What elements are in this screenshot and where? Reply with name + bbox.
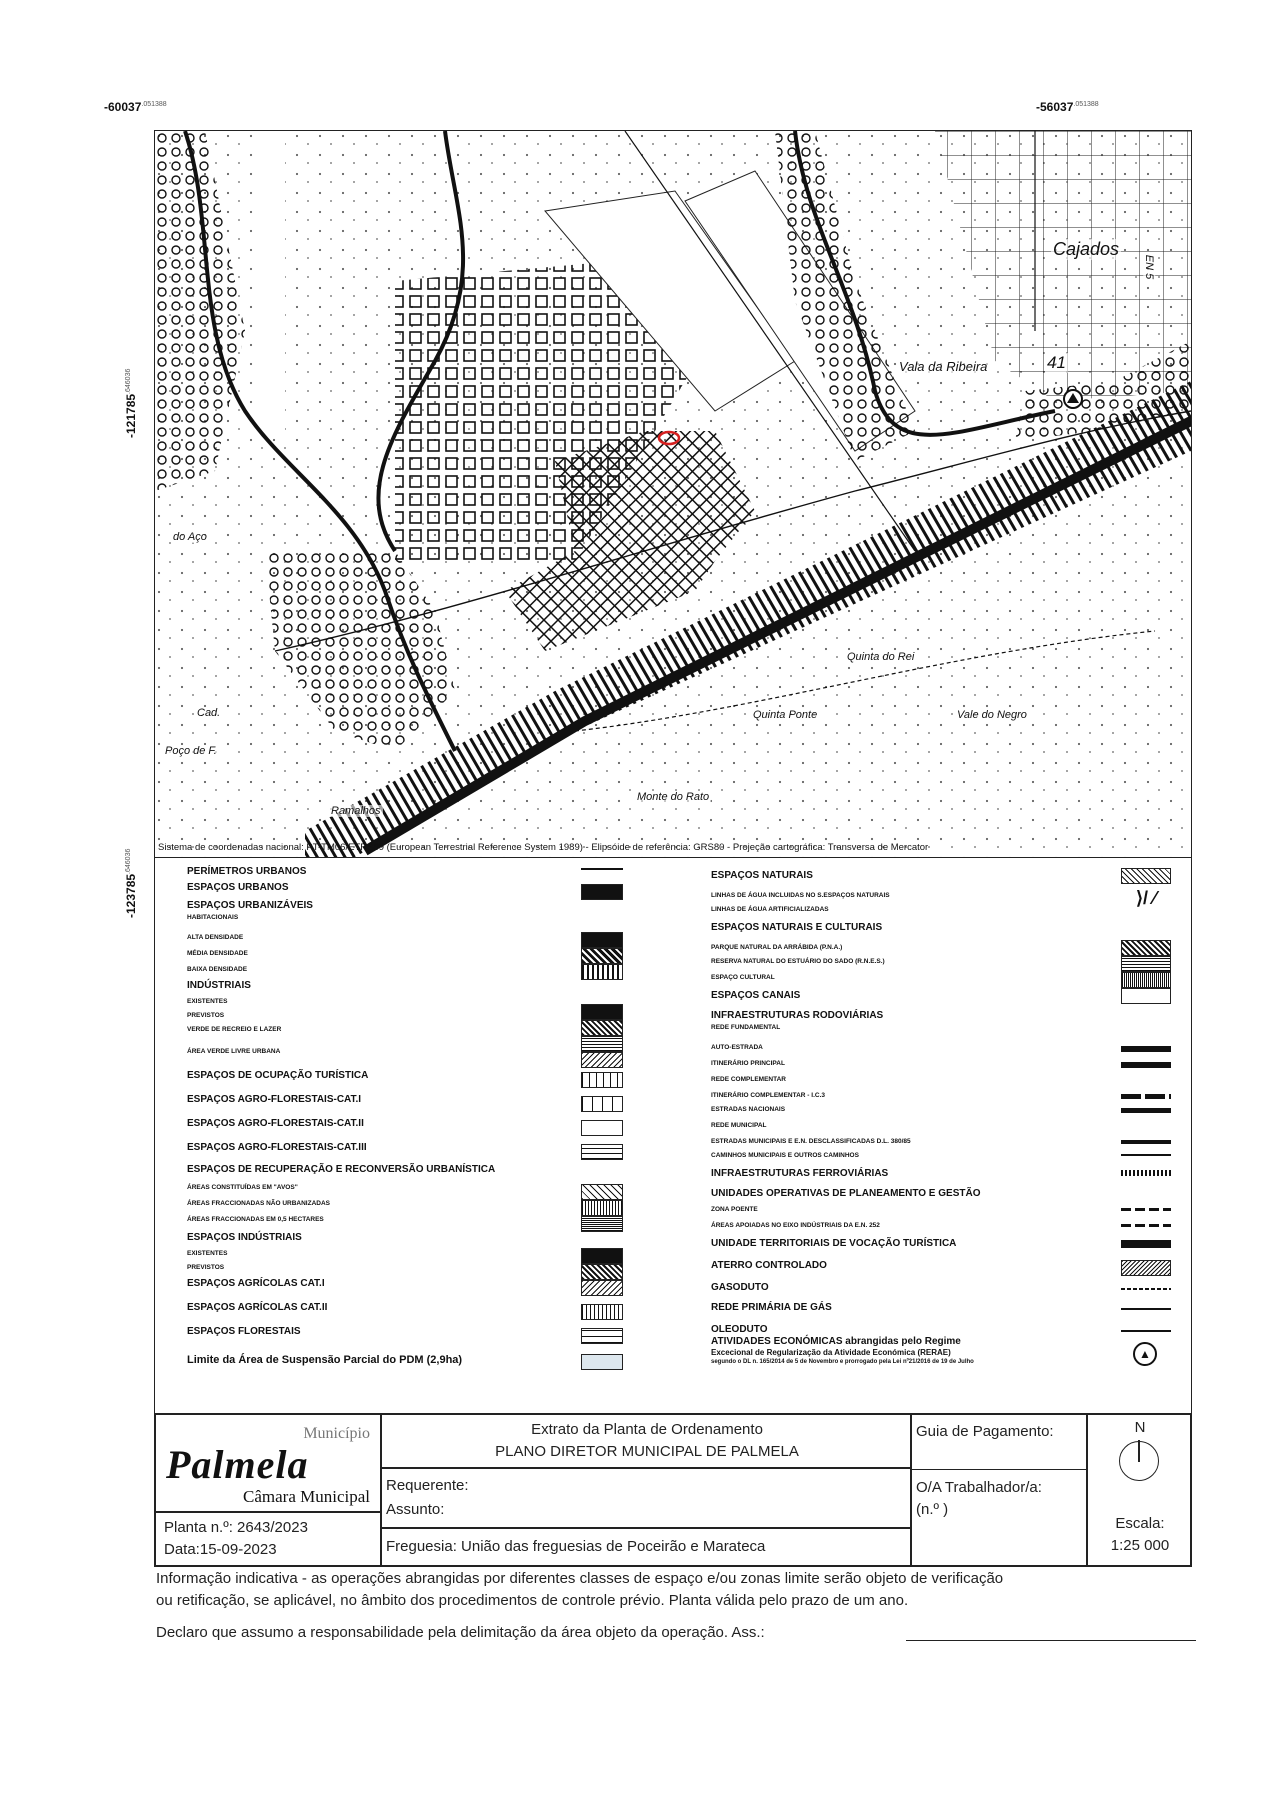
note-line-3-row (156, 1622, 1196, 1644)
logo-municipio: Município (303, 1425, 370, 1442)
legend-label: ÁREA VERDE LIVRE URBANA (187, 1048, 281, 1055)
freguesia-label: Freguesia: União das freguesias de Poceirão e Marateca (386, 1538, 766, 1555)
legend-swatch (581, 1072, 623, 1088)
freguesia-cell (381, 1528, 911, 1566)
requerente-cell (381, 1468, 911, 1528)
legend-label: ESPAÇOS AGRO-FLORESTAIS-CAT.III (187, 1142, 367, 1153)
legend-label: LINHAS DE ÁGUA ARTIFICIALIZADAS (711, 906, 829, 913)
legend-label: ÁREAS FRACCIONADAS EM 0,5 HECTARES (187, 1216, 324, 1223)
coord-top-left: $-60037^{.051388}$ (104, 100, 167, 114)
logo-palmela: Palmela (166, 1442, 309, 1487)
legend-line (1121, 1094, 1171, 1099)
trabalhador-number: (n.º ) (916, 1501, 949, 1518)
scale-label: Escala: (1115, 1515, 1165, 1532)
legend-label: UNIDADES OPERATIVAS DE PLANEAMENTO E GESTÃO (711, 1188, 981, 1199)
legend-swatch-limit (581, 1354, 623, 1370)
legend-label: ESPAÇOS URBANOS (187, 882, 289, 893)
legend-swatch (581, 1036, 623, 1052)
legend-swatch (581, 1248, 623, 1264)
legend-label: ÁREAS FRACCIONADAS NÃO URBANIZADAS (187, 1200, 330, 1207)
map-drawing (155, 131, 1191, 857)
legend-label: ESPAÇOS AGRO-FLORESTAIS-CAT.I (187, 1094, 362, 1105)
map-caption: Sistema de coordenadas nacional: PT-TM06/ETRS89 (European Terrestrial Reference System 1989) - Elipsóide de referência: GRS80 - Projeção cartográfica: Transversa de Mercator (158, 842, 929, 853)
legend-label: ALTA DENSIDADE (187, 934, 244, 941)
assunto-label: Assunto: (386, 1501, 445, 1518)
legend-label: LINHAS DE ÁGUA INCLUIDAS NO S.ESPAÇOS NATURAIS (711, 892, 890, 899)
legend-label: INDÚSTRIAIS (187, 980, 251, 991)
legend-swatch (581, 948, 623, 964)
legend-label: ESPAÇOS CANAIS (711, 990, 801, 1001)
legend-label: REDE FUNDAMENTAL (711, 1024, 781, 1031)
legend-label: EXISTENTES (187, 998, 228, 1005)
coord-left-upper: $-121785^{.646036}$ (124, 368, 138, 438)
planta-date: Data:15-09-2023 (164, 1541, 277, 1558)
guia-label: Guia de Pagamento: (916, 1423, 1054, 1440)
label-quinta: Quinta do Rei (847, 651, 915, 663)
legend-label: ESPAÇOS AGRÍCOLAS CAT.II (187, 1302, 328, 1313)
scale-cell (1087, 1414, 1191, 1566)
legend-label: PREVISTOS (187, 1012, 225, 1019)
legend-label: ESPAÇO CULTURAL (711, 974, 775, 981)
legend-label: REDE PRIMÁRIA DE GÁS (711, 1302, 832, 1313)
signature-line[interactable] (906, 1640, 1196, 1641)
legend-swatch (581, 1052, 623, 1068)
label-cad: Cad. (197, 707, 221, 719)
legend-swatch (581, 1004, 623, 1020)
document-title: Extrato da Planta de Ordenamento (531, 1421, 763, 1438)
ordinance-map[interactable] (154, 130, 1192, 858)
legend-label: ESPAÇOS DE OCUPAÇÃO TURÍSTICA (187, 1070, 369, 1081)
legend-line (1121, 1330, 1171, 1332)
planta-number: Planta n.º: 2643/2023 (164, 1519, 308, 1536)
legend-swatch (581, 1328, 623, 1344)
notes-block (156, 1568, 1196, 1644)
legend-swatch (581, 1200, 623, 1216)
legend-line (1121, 1108, 1171, 1113)
legend-swatch (581, 1120, 623, 1136)
legend-swatch (581, 1096, 623, 1112)
legend-line (1121, 1240, 1171, 1248)
legend-label: ESPAÇOS NATURAIS E CULTURAIS (711, 922, 883, 933)
legend-line (1121, 1154, 1171, 1156)
rerae-triangle-icon: ▲ (1133, 1342, 1157, 1366)
legend-label: PREVISTOS (187, 1264, 225, 1271)
requerente-label: Requerente: (386, 1477, 469, 1494)
label-cajados: Cajados (1053, 239, 1120, 259)
legend-swatch (581, 884, 623, 900)
label-vala: Vala da Ribeira (899, 359, 988, 374)
legend-line (1121, 1288, 1171, 1290)
legend-label: UNIDADE TERRITORIAIS DE VOCAÇÃO TURÍSTICA (711, 1238, 957, 1249)
legend-label: ESTRADAS MUNICIPAIS E E.N. DESCLASSIFICADAS D.L. 380/85 (711, 1138, 911, 1145)
legend-label: AUTO-ESTRADA (711, 1044, 763, 1051)
legend-swatch (581, 1184, 623, 1200)
legend-label: ATERRO CONTROLADO (711, 1260, 827, 1271)
logo-camara: Câmara Municipal (243, 1487, 370, 1506)
legend-swatch (581, 1216, 623, 1232)
planta-cell (155, 1512, 381, 1566)
water-lines-icon: ⟩/ ⁄ (1135, 888, 1157, 908)
legend-limit-label: Limite da Área de Suspensão Parcial do PDM (2,9ha) (187, 1354, 463, 1366)
legend-label: GASODUTO (711, 1282, 769, 1293)
legend-swatch (581, 868, 623, 870)
legend-swatch (581, 1264, 623, 1280)
legend-swatch (581, 1280, 623, 1296)
legend-label: OLEODUTO (711, 1324, 768, 1335)
legend-swatch (1121, 868, 1171, 884)
label-vertical-road: EN 5 (1143, 254, 1156, 280)
label-poco: Poço de F. (165, 745, 217, 757)
legend-swatch (581, 964, 623, 980)
legend-swatch (1121, 972, 1171, 988)
legend-label: INFRAESTRUTURAS FERROVIÁRIAS (711, 1168, 889, 1179)
legend-label: REDE MUNICIPAL (711, 1122, 767, 1129)
legend-label: REDE COMPLEMENTAR (711, 1076, 786, 1083)
legend-label: MÉDIA DENSIDADE (187, 950, 248, 957)
legend-swatch (581, 1304, 623, 1320)
legend-label: INFRAESTRUTURAS RODOVIÁRIAS (711, 1010, 884, 1021)
legend-label: CAMINHOS MUNICIPAIS E OUTROS CAMINHOS (711, 1152, 859, 1159)
legend-swatch (1121, 1260, 1171, 1276)
legend-label: ESPAÇOS URBANIZÁVEIS (187, 900, 313, 911)
legend-label: EXISTENTES (187, 1250, 228, 1257)
legend-label: ATIVIDADES ECONÓMICAS abrangidas pelo Regime (711, 1336, 961, 1347)
legend-label: PERÍMETROS URBANOS (187, 866, 307, 877)
legend-line (1121, 1062, 1171, 1068)
legend-label: ITINERÁRIO COMPLEMENTAR - I.C.3 (711, 1092, 825, 1099)
north-label: N (1134, 1419, 1146, 1436)
label-ramalhos: Ramalhos (331, 805, 381, 817)
legend-line (1121, 1046, 1171, 1052)
legend-label: ESPAÇOS AGRO-FLORESTAIS-CAT.II (187, 1118, 364, 1129)
legend-line (1121, 1224, 1171, 1227)
legend-swatch (581, 1020, 623, 1036)
legend-label: VERDE DE RECREIO E LAZER (187, 1026, 282, 1033)
legend-label: segundo o DL n. 165/2014 de 5 de Novembro e prorrogado pela Lei nº21/2016 de 19 de Julho (711, 1359, 974, 1365)
coord-top-right: $-56037^{.051388}$ (1036, 100, 1099, 114)
legend-swatch (1121, 940, 1171, 956)
legend-label: RESERVA NATURAL DO ESTUÁRIO DO SADO (R.N.E.S.) (711, 958, 885, 965)
label-aco: do Aço (173, 531, 207, 543)
document-subtitle: PLANO DIRETOR MUNICIPAL DE PALMELA (495, 1443, 799, 1460)
legend-swatch (1121, 988, 1171, 1004)
title-cell (381, 1414, 911, 1468)
legend-label: PARQUE NATURAL DA ARRÁBIDA (P.N.A.) (711, 944, 843, 951)
scale-value: 1:25 000 (1110, 1537, 1170, 1554)
legend-swatch (1121, 956, 1171, 972)
legend-label: HABITACIONAIS (187, 914, 239, 921)
title-block (154, 1413, 1192, 1567)
legend-line (1121, 1208, 1171, 1211)
legend-label: ÁREAS CONSTITUÍDAS EM "AVOS" (187, 1184, 298, 1191)
legend-label: ÁREAS APOIADAS NO EIXO INDÚSTRIAIS DA E.N. 252 (711, 1222, 880, 1229)
trabalhador-label: O/A Trabalhador/a: (916, 1479, 1042, 1496)
legend-label: ESPAÇOS AGRÍCOLAS CAT.I (187, 1278, 325, 1289)
logo-cell (155, 1414, 381, 1512)
label-km: 41 (1047, 353, 1066, 372)
label-monte: Monte do Rato (637, 791, 710, 803)
note-line-1: Informação indicativa - as operações abrangidas por diferentes classes de espaço e/ou zonas limite serão objeto de verificação (156, 1570, 1004, 1587)
legend-label: ESPAÇOS NATURAIS (711, 870, 813, 881)
legend-line (1121, 1140, 1171, 1144)
label-vale-negro: Vale do Negro (957, 709, 1027, 721)
legend-label: ITINERÁRIO PRINCIPAL (711, 1060, 785, 1067)
legend-swatch (581, 1144, 623, 1160)
note-line-2: ou retificação, se aplicável, no âmbito dos procedimentos de controle prévio. Planta válida pelo prazo de um ano. (156, 1592, 909, 1609)
legend-label: ESPAÇOS FLORESTAIS (187, 1326, 301, 1337)
legend-label: Excecional de Regularização da Atividade Económica (RERAE) (711, 1348, 951, 1357)
legend-label: ESTRADAS NACIONAIS (711, 1106, 786, 1113)
legend-label: ZONA POENTE (711, 1206, 758, 1213)
coord-left-lower: $-123785^{.646036}$ (124, 848, 138, 918)
legend-label: ESPAÇOS DE RECUPERAÇÃO E RECONVERSÃO URBANÍSTICA (187, 1164, 496, 1175)
north-arrow-icon (1119, 1441, 1159, 1481)
note-line-3: Declaro que assumo a responsabilidade pela delimitação da área objeto da operação. Ass.: (156, 1624, 765, 1641)
guia-cell (911, 1414, 1087, 1566)
label-ponte: Quinta Ponte (753, 709, 818, 721)
map-white-strip (255, 131, 285, 431)
legend-label: ESPAÇOS INDÚSTRIAIS (187, 1232, 302, 1243)
legend-panel (154, 858, 1192, 1415)
legend-line (1121, 1308, 1171, 1310)
legend-line (1121, 1170, 1171, 1176)
legend-label: BAIXA DENSIDADE (187, 966, 248, 973)
legend-swatch (581, 932, 623, 948)
